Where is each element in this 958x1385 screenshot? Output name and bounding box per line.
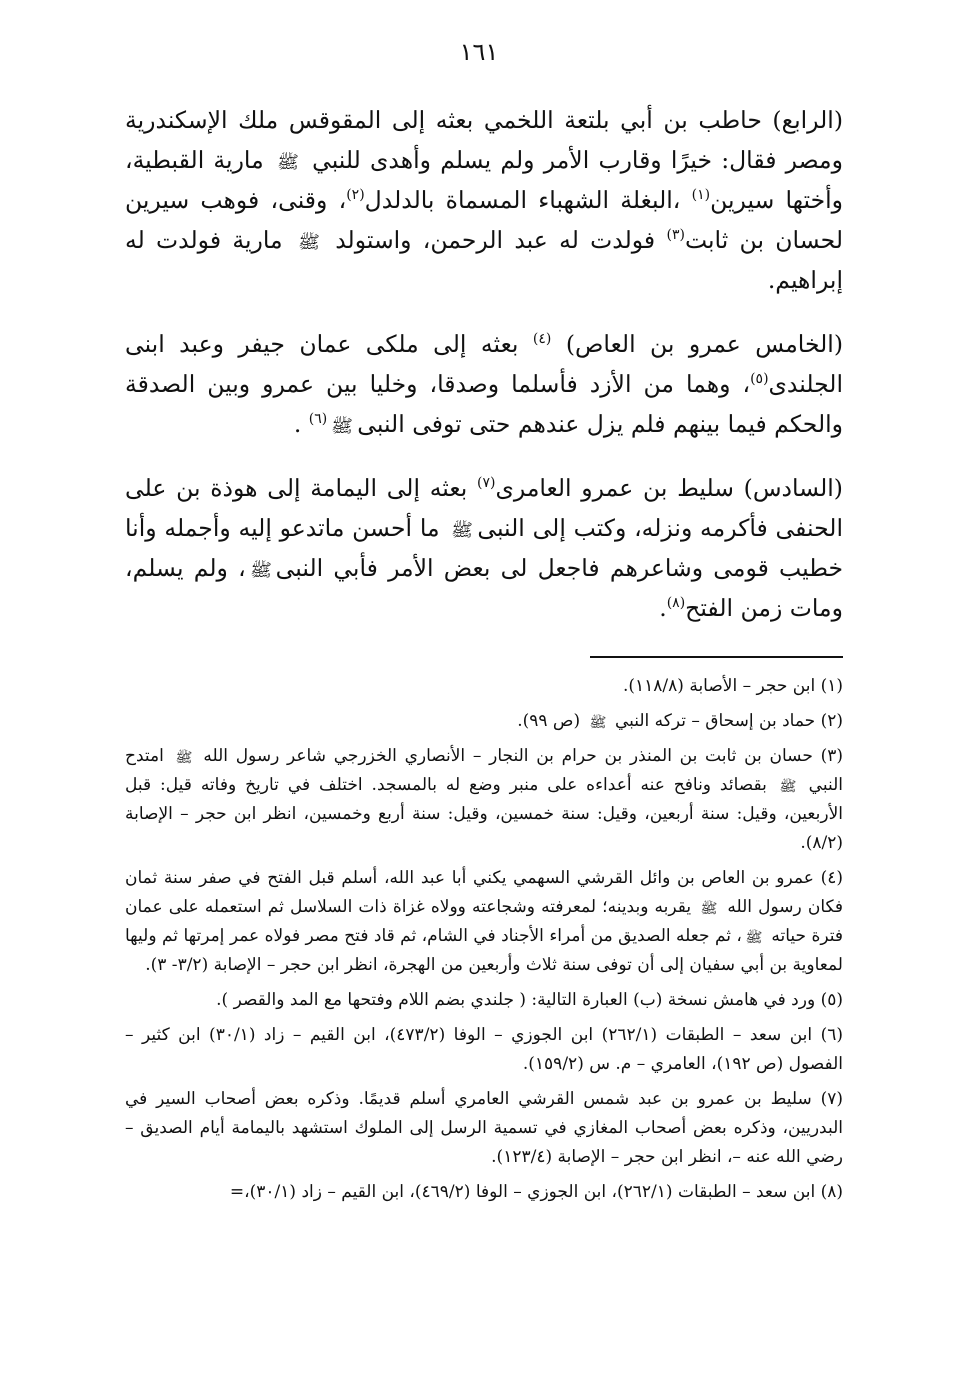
footnote-ref-7[interactable]: (٧)	[476, 475, 496, 492]
footnote-ref-3[interactable]: (٣)	[666, 227, 685, 244]
text-segment: يقربه وبدينه؛ لمعرفته وشجاعته وولاه غزاة ذات السلاسل ثم استعمله على عمان فترة حياته	[125, 897, 843, 946]
text-segment: بعثه إلى اليمامة إلى هوذة بن على الحنفى فأكرمه ونزله، وكتب إلى النبى	[125, 474, 843, 542]
text-segment: (ص ٩٩).	[517, 711, 581, 731]
svg-text:ﷺ: ﷺ	[249, 559, 272, 580]
text-segment: ، وقنى، فوهب سيرين لحسان بن ثابت	[125, 186, 843, 254]
text-segment: ، ولم يسلم، ومات زمن الفتح	[125, 554, 843, 622]
paragraph-fourth-envoy	[125, 100, 843, 300]
svg-text:ﷺ: ﷺ	[175, 749, 193, 765]
svg-text:ﷺ: ﷺ	[451, 519, 474, 540]
footnotes	[125, 672, 843, 1213]
text-segment: (٣) حسان بن ثابت بن المنذر بن حرام بن النجار – الأنصاري الخزرجي شاعر رسول الله	[203, 746, 843, 766]
main-text	[125, 100, 843, 628]
footnote-divider	[590, 656, 843, 658]
salawat-ligature-icon	[174, 749, 194, 765]
salawat-ligature-icon	[778, 778, 798, 794]
salawat-ligature-icon	[296, 232, 322, 252]
footnote-6: (٦) ابن سعد – الطبقات (٢٦٢/١) ابن الجوزي – الوفا (٤٧٣/٢)، ابن القيم – زاد (٣٠/١) ابن كثير – الفصول (ص ١٩٢)، العامري – م. س (١٥٩/٢).	[125, 1025, 843, 1074]
text-segment: ، ثم جعله الصديق من أمراء الأجناد في الشام، ثم قاد فتح مصر فولاه عمر إمرتها ثم وليها لمعاوية بن أبي سفيان إلى أن توفى سنة ثلاث وأربعين من الهجرة، انظر ابن حجر – الإصابة (٣/٢- ٣).	[125, 926, 843, 975]
footnote-ref-2[interactable]: (٢)	[346, 187, 365, 204]
text-segment: بقصائد ونافح عنه أعداءه على منبر وضع له بالمسجد. اختلف في تاريخ وفاته قيل: قبل الأربعين، وقيل: سنة أربعين، وقيل: سنة خمسين، وقيل: سنة أربع وخمسين، انظر ابن حجر – الإصابة (٨/٢).	[125, 775, 843, 853]
salawat-ligature-icon	[744, 929, 764, 945]
text-segment: بعثه إلى ملكى عمان جيفر وعبد ابنى الجلندى	[125, 330, 843, 398]
footnote-4	[125, 864, 843, 980]
text-segment: ،البغلة الشهباء المسماة بالدلدل	[364, 186, 681, 214]
text-segment: مارية القبطية، وأختها سيرين	[125, 146, 843, 214]
text-segment: (السادس) سليط بن عمرو العامرى	[495, 474, 843, 502]
svg-text:ﷺ: ﷺ	[700, 900, 718, 916]
text-segment: ما أحسن ماتدعو إليه وأجمله وأنا خطيب قومى وشاعرهم فاجعل لى بعض الأمر فأبي النبى	[125, 514, 844, 582]
footnote-ref-5[interactable]: (٥)	[750, 371, 769, 388]
footnote-ref-4[interactable]: (٤)	[532, 331, 552, 348]
svg-text:ﷺ: ﷺ	[779, 778, 797, 794]
text-segment: (٤) عمرو بن العاص بن وائل القرشي السهمي يكني أبا عبد الله، أسلم قبل الفتح في صفر سنة ثمان فكان رسول الله	[125, 868, 844, 917]
footnote-ref-6[interactable]: (٦)	[308, 411, 328, 428]
svg-text:ﷺ: ﷺ	[589, 714, 606, 730]
salawat-ligature-icon	[275, 152, 301, 172]
svg-text:ﷺ: ﷺ	[745, 929, 763, 945]
salawat-ligature-icon	[699, 900, 719, 916]
footnote-5: (٥) ورد في هامش نسخة (ب) العبارة التالية: ( جلندي بضم اللام وفتحها مع المد والقصر ).	[216, 990, 843, 1010]
footnote-8: (٨) ابن سعد – الطبقات (٢٦٢/١)، ابن الجوزي – الوفا (٤٦٩/٢)، ابن القيم – زاد (٣٠/١)،=	[229, 1182, 843, 1202]
text-segment: فولدت له عبد الرحمن، واستولد	[335, 226, 656, 254]
text-segment: (الخامس عمرو بن العاص)	[565, 330, 843, 358]
page-number: ١٦١	[459, 38, 499, 66]
footnote-ref-8[interactable]: (٨)	[666, 595, 686, 612]
text-segment: (٢) حماد بن إسحاق – تركه النبي	[614, 711, 843, 731]
svg-text:ﷺ: ﷺ	[298, 231, 320, 252]
text-segment: امتدح النبي	[125, 746, 844, 795]
text-segment: .	[293, 410, 302, 438]
text-segment: ، وهما من الأزد فأسلما وصدقا، وخليا بين عمرو وبين الصدقة والحكم فيما بينهم فلم يزل عندهم حتى توفى النبى	[125, 370, 843, 438]
paragraph-fifth-envoy	[125, 324, 843, 444]
svg-text:ﷺ: ﷺ	[277, 151, 299, 172]
footnote-ref-1[interactable]: (١)	[691, 187, 711, 204]
salawat-ligature-icon	[329, 416, 355, 436]
salawat-ligature-icon	[248, 560, 274, 580]
salawat-ligature-icon	[588, 714, 608, 730]
footnote-2	[125, 707, 843, 736]
paragraph-sixth-envoy	[125, 468, 843, 628]
footnote-1: (١) ابن حجر – الأصابة (١١٨/٨).	[622, 676, 843, 696]
text-segment: .	[659, 594, 667, 622]
salawat-ligature-icon	[449, 520, 475, 540]
text-segment: مارية فولدت له إبراهيم.	[125, 226, 843, 294]
svg-text:ﷺ: ﷺ	[331, 415, 354, 436]
footnote-7: (٧) سليط بن عمرو بن عبد شمس القرشي العامري أسلم قديمًا. وذكره بعض أصحاب السير في البدريين، وذكره بعض أصحاب المغازي في تسمية الرسل إلى الملوك استشهد باليمامة أيام الصديق – رضي الله عنه –، انظر ابن حجر – الإصابة (١٢٣/٤).	[125, 1089, 843, 1167]
footnote-3	[125, 742, 843, 858]
text-segment: (الرابع) حاطب بن أبي بلتعة اللخمي بعثه إلى المقوقس ملك الإسكندرية ومصر فقال: خيرًا وقارب الأمر ولم يسلم وأهدى للنبي	[125, 106, 843, 174]
